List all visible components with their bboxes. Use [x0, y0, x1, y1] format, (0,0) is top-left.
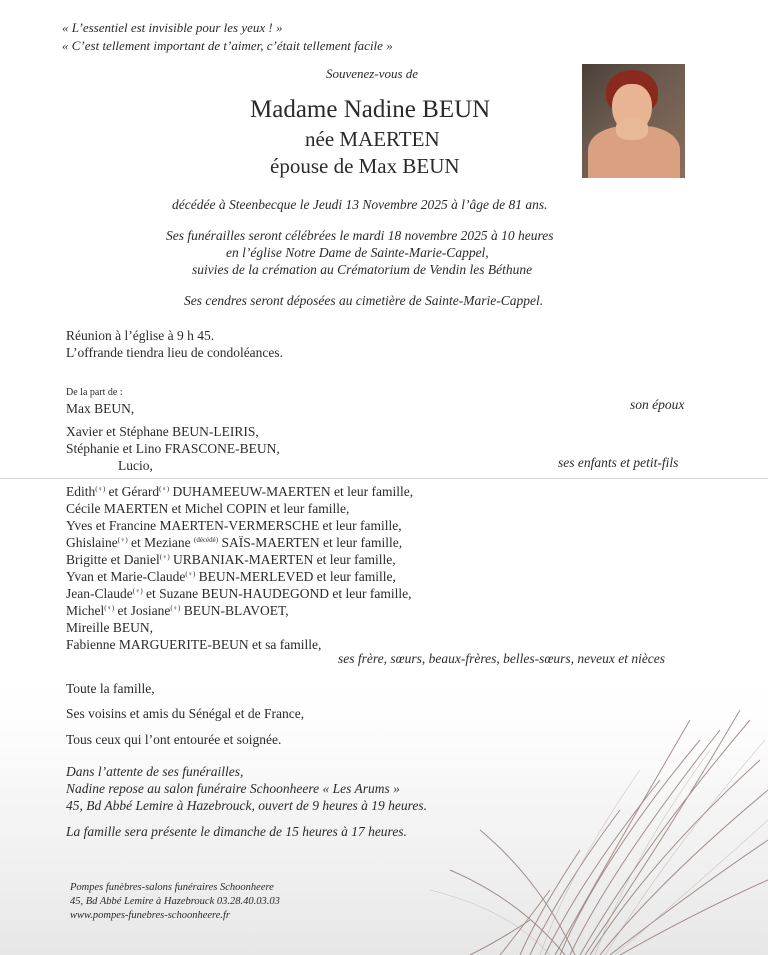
footer-line-1: Pompes funèbres-salons funéraires Schoonheere [70, 882, 274, 893]
meeting-line-1: Réunion à l’église à 9 h 45. [66, 328, 215, 343]
meeting-line-2: L’offrande tiendra lieu de condoléances. [66, 345, 284, 360]
portrait-photo [582, 64, 685, 178]
sibling-line-7: Jean-Claude(♀) et Suzane BEUN-HAUDEGOND et leur famille, [66, 586, 412, 601]
wake-line-3: 45, Bd Abbé Lemire à Hazebrouck, ouvert de 9 heures à 19 heures. [66, 798, 428, 813]
sibling-line-9: Mireille BEUN, [66, 620, 153, 635]
wake-line-1: Dans l’attente de ses funérailles, [66, 764, 244, 779]
child-line-1: Xavier et Stéphane BEUN-LEIRIS, [66, 424, 259, 439]
spouse-name: Max BEUN, [66, 401, 135, 416]
children-role: ses enfants et petit-fils [558, 455, 679, 470]
funeral-line-1: Ses funérailles seront célébrées le mardi 18 novembre 2025 à 10 heures [166, 228, 554, 243]
family-line-2: Ses voisins et amis du Sénégal et de France, [66, 706, 305, 721]
deceased-name: Madame Nadine BEUN [250, 96, 491, 123]
family-line-3: Tous ceux qui l’ont entourée et soignée. [66, 732, 282, 747]
intro-text: Souvenez-vous de [326, 66, 419, 81]
maiden-name: née MAERTEN [305, 127, 440, 151]
sibling-line-4: Ghislaine(♀) et Meziane $^{(décédé)}$ SAÏS-MAERTEN et leur famille, [66, 535, 403, 550]
sibling-line-8: Michel(♀) et Josiane(♀) BEUN-BLAVOET, [66, 603, 289, 618]
siblings-role: ses frère, sœurs, beaux-frères, belles-sœurs, neveux et nièces [338, 651, 666, 666]
quote-line-2: « C’est tellement important de t’aimer, c’était tellement facile » [62, 38, 393, 53]
funeral-line-3: suivies de la crémation au Crématorium de Vendin les Béthune [192, 262, 533, 277]
fold-line [0, 478, 768, 479]
ashes-text: Ses cendres seront déposées au cimetière de Sainte-Marie-Cappel. [184, 293, 544, 308]
sibling-line-6: Yvan et Marie-Claude(♀) BEUN-MERLEVED et leur famille, [66, 569, 396, 584]
sibling-line-1: Edith(♀) et Gérard(♀) DUHAMEEUW-MAERTEN et leur famille, [66, 484, 414, 499]
from-label: De la part de : [66, 387, 123, 398]
presence-text: La famille sera présente le dimanche de 15 heures à 17 heures. [66, 824, 407, 839]
quote-line-1: « L’essentiel est invisible pour les yeux ! » [62, 20, 283, 35]
death-notice: décédée à Steenbecque le Jeudi 13 Novembre 2025 à l’âge de 81 ans. [172, 197, 548, 212]
wake-line-2: Nadine repose au salon funéraire Schoonheere « Les Arums » [66, 781, 400, 796]
spouse-role: son époux [630, 397, 685, 412]
sibling-line-3: Yves et Francine MAERTEN-VERMERSCHE et leur famille, [66, 518, 402, 533]
funeral-line-2: en l’église Notre Dame de Sainte-Marie-Cappel, [226, 245, 489, 260]
sibling-line-5: Brigitte et Daniel(♀) URBANIAK-MAERTEN et leur famille, [66, 552, 396, 567]
footer-website[interactable]: www.pompes-funebres-schoonheere.fr [70, 910, 231, 921]
grandchild-line: Lucio, [118, 458, 153, 473]
footer-line-2: 45, Bd Abbé Lemire à Hazebrouck 03.28.40.03.03 [70, 896, 280, 907]
family-line-1: Toute la famille, [66, 681, 155, 696]
sibling-line-10: Fabienne MARGUERITE-BEUN et sa famille, [66, 637, 322, 652]
child-line-2: Stéphanie et Lino FRASCONE-BEUN, [66, 441, 280, 456]
spouse-line: épouse de Max BEUN [270, 154, 460, 178]
sibling-line-2: Cécile MAERTEN et Michel COPIN et leur famille, [66, 501, 350, 516]
